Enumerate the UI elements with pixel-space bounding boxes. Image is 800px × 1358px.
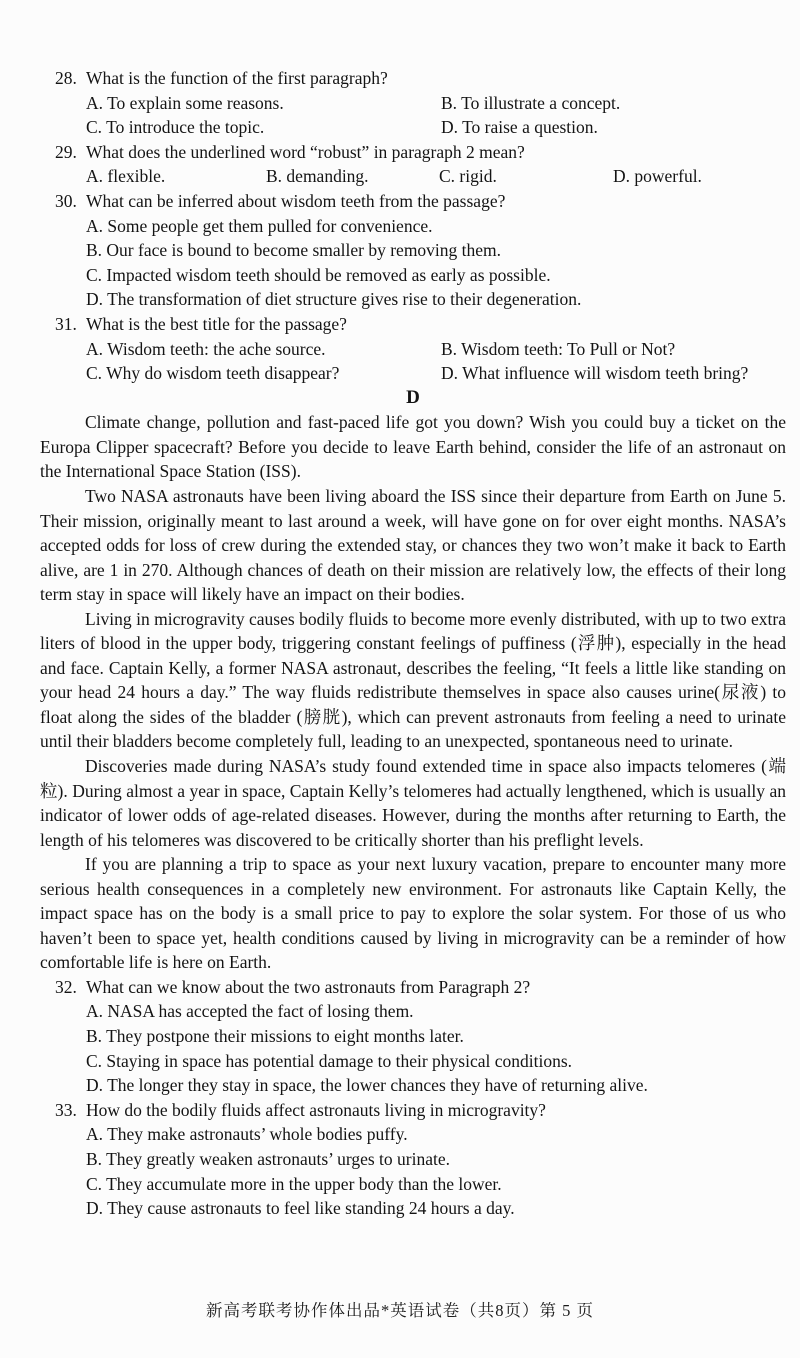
question-28-option-d: D. To raise a question. — [441, 117, 598, 138]
question-31-options — [86, 337, 786, 386]
question-33-option-a: A. They make astronauts’ whole bodies puffy. — [86, 1124, 408, 1145]
passage-paragraph-3: Living in microgravity causes bodily fluids to become more evenly distributed, with up to two extra liters of blood in the upper body, triggering constant feelings of puffiness (浮肿), especially in the head and face. Captain Kelly, a former NASA astronaut, describes the feeling, “It feels a little like standing on your head 24 hours a day.” The way fluids redistribute themselves in space also causes urine(尿液) to float along the sides of the bladder (膀胱), which can prevent astronauts from feeling a need to urinate until their bladders become completely full, leading to an unexpected, spontaneous need to urinate. — [40, 608, 786, 752]
question-28-option-a: A. To explain some reasons. — [86, 92, 284, 113]
question-29-text: What does the underlined word “robust” in paragraph 2 mean? — [86, 141, 525, 162]
question-29-number: 29. — [55, 141, 77, 162]
question-32-option-a: A. NASA has accepted the fact of losing them. — [86, 1001, 414, 1022]
question-28-options — [86, 91, 786, 140]
question-31-option-d: D. What influence will wisdom teeth bring? — [441, 363, 749, 384]
question-32-number: 32. — [55, 976, 77, 997]
question-31 — [55, 312, 786, 337]
question-30-number: 30. — [55, 190, 77, 211]
question-29 — [55, 140, 786, 165]
question-32-options — [86, 999, 786, 1097]
passage-paragraph-1: Climate change, pollution and fast-paced life got you down? Wish you could buy a ticket on the Europa Clipper spacecraft? Before you decide to leave Earth behind, consider the life of an astronaut on the International Space Station (ISS). — [40, 412, 786, 482]
question-33-option-c: C. They accumulate more in the upper body than the lower. — [86, 1173, 502, 1194]
question-33-option-b: B. They greatly weaken astronauts’ urges to urinate. — [86, 1149, 450, 1170]
question-30-option-d: D. The transformation of diet structure gives rise to their degeneration. — [86, 289, 582, 310]
question-29-option-d: D. powerful. — [613, 166, 702, 187]
question-33 — [55, 1098, 786, 1123]
section-label: D — [406, 386, 420, 408]
question-31-text: What is the best title for the passage? — [86, 313, 347, 334]
passage-paragraph-4: Discoveries made during NASA’s study found extended time in space also impacts telomeres (端粒). During almost a year in space, Captain Kelly’s telomeres had actually lengthened, which is usually an indicator of lower odds of age-related diseases. However, during the months after returning to Earth, the length of his telomeres was discovered to be critically shorter than his preflight levels. — [40, 755, 786, 850]
question-32-option-d: D. The longer they stay in space, the lower chances they have of returning alive. — [86, 1075, 648, 1096]
question-31-option-c: C. Why do wisdom teeth disappear? — [86, 363, 340, 384]
question-29-options — [86, 164, 786, 189]
page-content — [40, 66, 786, 1221]
questions-28-31 — [55, 66, 786, 386]
question-32-option-c: C. Staying in space has potential damage to their physical conditions. — [86, 1050, 573, 1071]
question-28-number: 28. — [55, 68, 77, 88]
question-30-text: What can be inferred about wisdom teeth from the passage? — [86, 190, 506, 211]
question-32 — [55, 975, 786, 1000]
question-28-text: What is the function of the first paragraph? — [86, 68, 388, 88]
question-29-option-b: B. demanding. — [266, 166, 369, 187]
question-32-text: What can we know about the two astronauts from Paragraph 2? — [86, 976, 531, 997]
question-31-option-a: A. Wisdom teeth: the ache source. — [86, 338, 326, 359]
passage-paragraph-2: Two NASA astronauts have been living aboard the ISS since their departure from Earth on June 5. Their mission, originally meant to last around a week, will have gone on for over eight months. NASA’s accepted odds for loss of crew during the extended stay, or chances they two won’t make it back to Earth alive, are 1 in 270. Although chances of death on their mission are relatively low, the effects of their long term stay in space will likely have an impact on their bodies. — [40, 485, 786, 605]
question-33-number: 33. — [55, 1099, 77, 1120]
question-29-option-c: C. rigid. — [439, 166, 497, 187]
question-31-option-b: B. Wisdom teeth: To Pull or Not? — [441, 338, 676, 359]
question-33-options — [86, 1122, 786, 1220]
reading-passage — [40, 410, 786, 975]
question-33-option-d: D. They cause astronauts to feel like standing 24 hours a day. — [86, 1198, 515, 1219]
question-32-option-b: B. They postpone their missions to eight months later. — [86, 1026, 464, 1047]
question-28-option-b: B. To illustrate a concept. — [441, 92, 621, 113]
questions-32-33 — [55, 975, 786, 1221]
question-28 — [55, 66, 786, 91]
question-28-option-c: C. To introduce the topic. — [86, 117, 265, 138]
question-30-option-c: C. Impacted wisdom teeth should be removed as early as possible. — [86, 264, 551, 285]
question-33-text: How do the bodily fluids affect astronauts living in microgravity? — [86, 1099, 546, 1120]
question-31-number: 31. — [55, 313, 77, 334]
question-30-options — [86, 214, 786, 312]
passage-paragraph-5: If you are planning a trip to space as your next luxury vacation, prepare to encounter many more serious health consequences in a completely new environment. For astronauts like Captain Kelly, the impact space has on the body is a small price to pay to explore the solar system. For those of us who haven’t been to space yet, health conditions caused by living in microgravity can be a reminder of how comfortable life is here on Earth. — [40, 854, 786, 973]
question-29-option-a: A. flexible. — [86, 166, 166, 187]
question-30-option-b: B. Our face is bound to become smaller by removing them. — [86, 240, 502, 261]
page-footer: 新高考联考协作体出品*英语试卷（共8页）第 5 页 — [206, 1301, 594, 1320]
question-30 — [55, 189, 786, 214]
question-30-option-a: A. Some people get them pulled for convenience. — [86, 215, 433, 236]
